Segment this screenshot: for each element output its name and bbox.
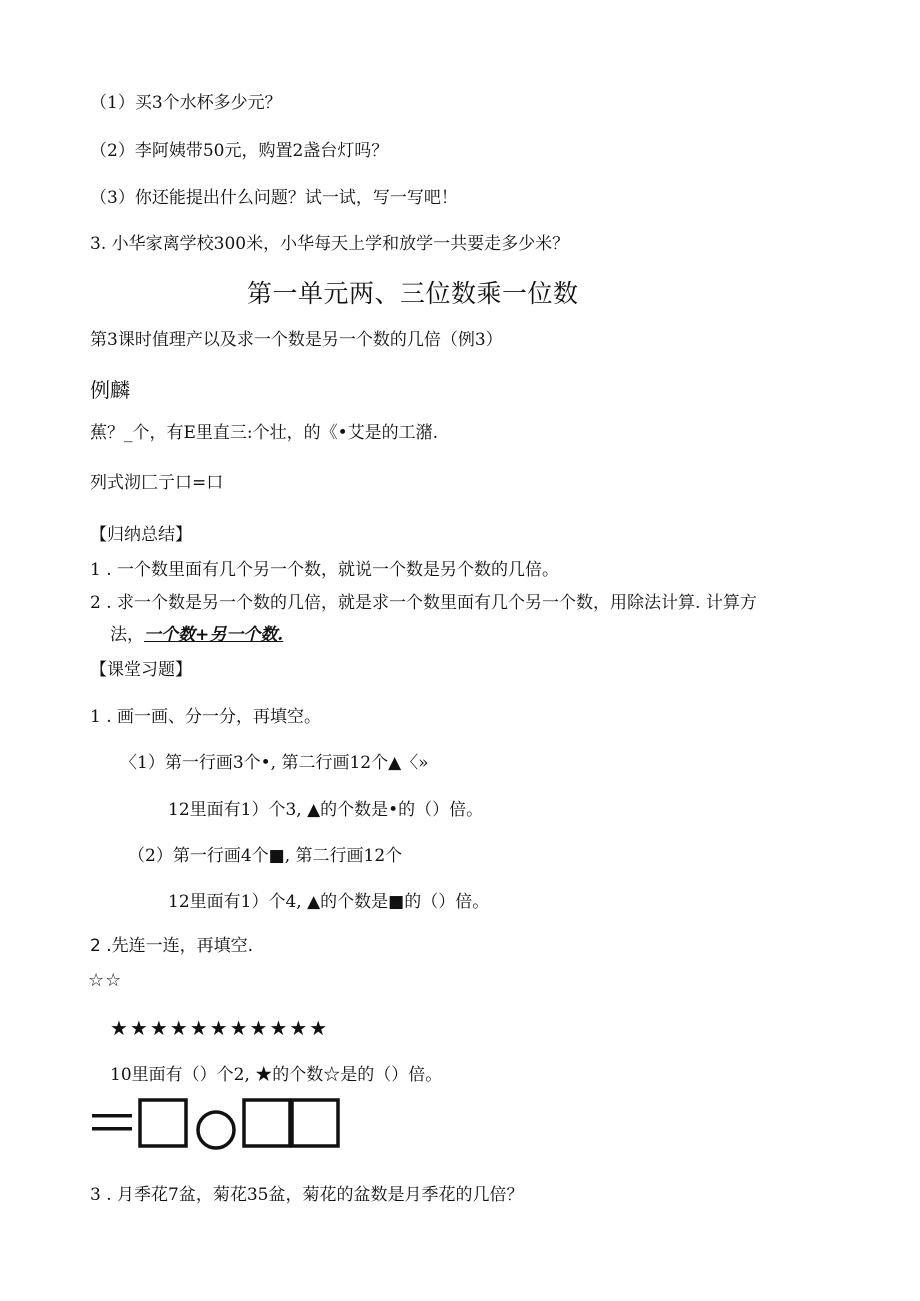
- question-1-1: （1）买3个水杯多少元？: [90, 93, 282, 113]
- empty-square-icon: [140, 1100, 186, 1146]
- hollow-stars: ☆☆: [88, 970, 123, 991]
- exercise-2: 2 .先连一连，再填空.: [90, 936, 254, 956]
- example-text: 蕉？_个，有E里直三:个壮，的《•艾是的工潴.: [90, 423, 439, 443]
- answer-shapes: [90, 1097, 350, 1153]
- lesson-title: 第3课时值理产以及求一个数是另一个数的几倍（例3）: [90, 330, 503, 350]
- exercise-2-fill: 10里面有（）个2, ★的个数☆是的（）倍。: [110, 1065, 443, 1085]
- exercise-1: 1 . 画一画、分一分，再填空。: [90, 707, 322, 727]
- filled-stars: ★★★★★★★★★★★: [110, 1016, 330, 1040]
- summary-item-2-prefix: 法，: [110, 625, 144, 645]
- empty-square-icon: [292, 1100, 338, 1146]
- exercises-heading: 【课堂习题】: [90, 660, 192, 680]
- summary-item-2-line1: 2 . 求一个数是另一个数的几倍，就是求一个数里面有几个另一个数，用除法计算. 计算方: [90, 593, 757, 613]
- summary-heading: 【归纳总结】: [90, 525, 192, 545]
- equals-sign-icon: [92, 1114, 132, 1131]
- exercise-3: 3 . 月季花7盆，菊花35盆，菊花的盆数是月季花的几倍？: [90, 1185, 524, 1205]
- exercise-1-sub-2-fill: 12里面有1）个4, ▲的个数是■的（）倍。: [168, 892, 490, 912]
- exercise-1-sub-1-fill: 12里面有1）个3, ▲的个数是•的（）倍。: [168, 800, 484, 820]
- question-1-2: （2）李阿姨带50元，购置2盏台灯吗？: [90, 141, 389, 161]
- question-1-3: （3）你还能提出什么问题？试一试，写一写吧！: [90, 188, 458, 208]
- circle-icon: [198, 1112, 234, 1148]
- summary-item-2-line2: [110, 627, 283, 644]
- question-3-top: 3. 小华家离学校300米，小华每天上学和放学一共要走多少米？: [90, 234, 570, 254]
- calculation-method: 一个数+另一个数.: [144, 625, 284, 645]
- exercise-1-sub-1: 〈1）第一行画3个•, 第二行画12个▲〈»: [120, 753, 429, 773]
- exercise-1-sub-2: （2）第一行画4个■, 第二行画12个: [128, 846, 403, 866]
- formula-text: 列式沏匚亍口=口: [90, 473, 224, 493]
- summary-item-1: 1 . 一个数里面有几个另一个数，就说一个数是另个数的几倍。: [90, 560, 560, 580]
- unit-title: 第一单元两、三位数乘一位数: [247, 279, 579, 308]
- empty-square-icon: [244, 1100, 290, 1146]
- example-heading: 例麟: [90, 378, 130, 402]
